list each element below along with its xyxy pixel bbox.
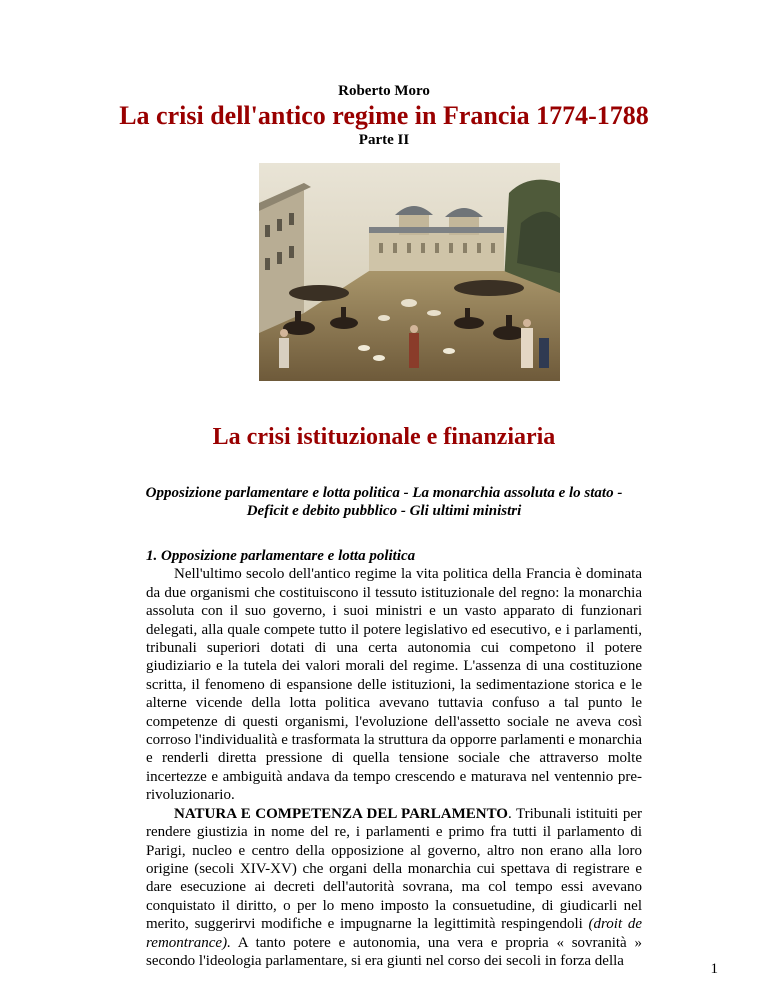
author-name: Roberto Moro — [338, 83, 430, 99]
topics-line-1: Opposizione parlamentare e lotta politica - La monarchia assoluta e lo stato - — [145, 485, 623, 501]
paragraph-2-italic: (droit de remontrance). — [146, 916, 642, 951]
topics-line-2: Deficit e debito pubblico - Gli ultimi ministri — [246, 503, 522, 519]
body-text — [146, 547, 642, 970]
paragraph-1: Nell'ultimo secolo dell'antico regime la vita politica della Francia è dominata da due organismi che costituiscono il tessuto istituzionale del regno: la monarchia assoluta con il suo governo, i suoi ministri e un vasto apparato di funzionari delegati, alla quale compete tutto il potere legislativo ed esecutivo, e i parlamenti, tribunali superiori dotati di una certa autonomia cui competono il potere giudiziario e la tutela dei valori morali del regime. L'assenza di una costituzione scritta, il fenomeno di espansione delle istituzioni, la sedimentazione storica e le alterne vicende della lotta politica avevano tuttavia confuso a tal punto le competenze di questi organismi, l'evoluzione dell'assetto sociale ne aveva così corroso l'individualità e trasformata la struttura da opporre parlamenti e monarchia e renderli diretta pressione di quella tensione sociale che attraverso molte incertezze e ambiguità andava da tempo crescendo e maturava nel ventennio pre-rivoluzionario. — [146, 566, 642, 804]
document-title: La crisi dell'antico regime in Francia 1774-1788 — [119, 101, 649, 130]
chapter-heading: 1. Opposizione parlamentare e lotta politica — [146, 548, 416, 564]
paragraph-2-text-b: A tanto potere e autonomia, una vera e propria « sovranità » secondo l'ideologia parlamentare, si era giunti nel corso dei secoli in forza della — [146, 934, 642, 969]
section-topics — [100, 484, 668, 520]
paragraph-2 — [146, 805, 642, 971]
painting-image — [259, 163, 560, 381]
page-number: 1 — [710, 961, 718, 977]
paragraph-2-text-a: . Tribunali istituiti per rendere giustizia in nome del re, i parlamenti e primo fra tutti il parlamento di Parigi, nucleo e centro della opposizione al governo, altro non erano alla loro origine (secoli XIV-XV) che organi della monarchia cui spettava di registrare e dare esecuzione ai decreti dell'autorità sovrana, ma col tempo essi avevano conquistato il diritto, o per lo meno imposto la consuetudine, di giudicarli nel merito, suggerirvi modifiche e impugnarne la legittimità respingendoli — [146, 805, 642, 933]
section-title: La crisi istituzionale e finanziaria — [212, 424, 556, 450]
paragraph-2-lead: NATURA E COMPETENZA DEL PARLAMENTO — [174, 805, 508, 822]
document-part: Parte II — [358, 132, 410, 148]
